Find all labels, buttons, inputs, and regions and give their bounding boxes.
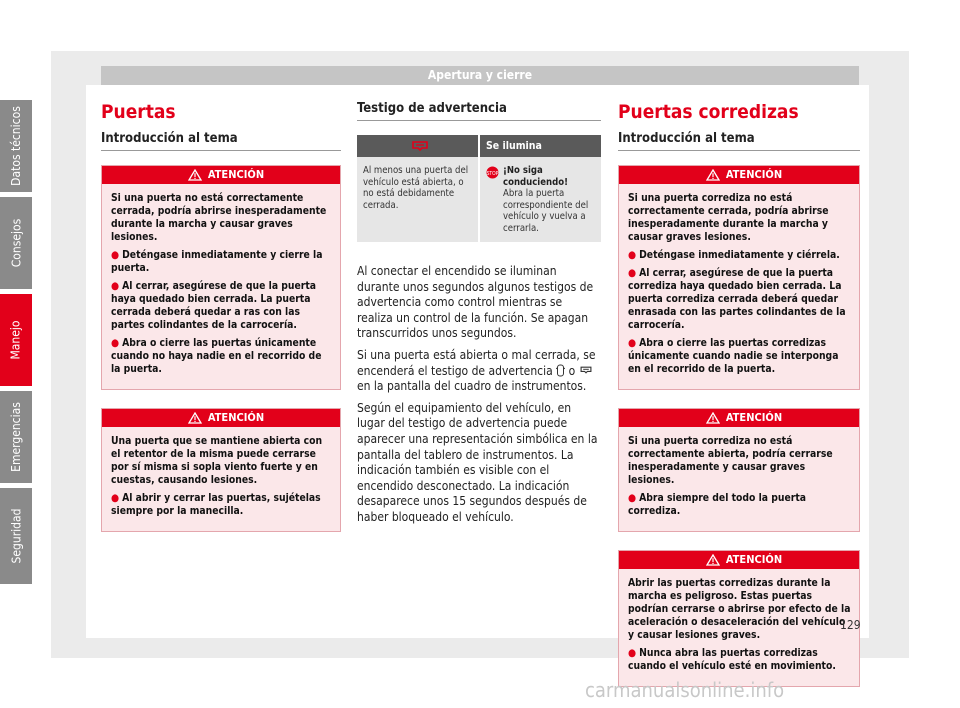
warning-bullet: ● Deténgase inmediatamente y cierre la puerta. <box>111 249 323 274</box>
warning-label: ATENCIÓN <box>725 411 783 424</box>
table-cell-action <box>479 157 601 242</box>
tab-consejos[interactable]: Consejos <box>0 197 32 289</box>
warning-bullet: ● Abra o cierre las puertas únicamente cuando no haya nadie en el recorrido de la puerta. <box>111 337 322 375</box>
warning-bullet: ● Nunca abra las puertas corredizas cuando el vehículo esté en movimiento. <box>628 647 836 672</box>
page-number: 129 <box>840 618 861 632</box>
warning-triangle-icon <box>188 169 202 181</box>
warning-label: ATENCIÓN <box>725 553 783 566</box>
bullet-icon: ● <box>111 492 120 504</box>
paragraph: Según el equipamiento del vehículo, en lugar del testigo de advertencia puede aparecer una representación simbólica en la pantalla del tablero de instrumentos. La indicación también es visible con el encendido desconectado. La indicación desaparece unos 15 segundos después de haber bloqueado el vehículo. <box>357 400 598 524</box>
warning-header <box>102 166 340 184</box>
table-cell-condition: Al menos una puerta del vehículo está abierta, o no está debidamente cerrada. <box>357 157 479 242</box>
section-subtitle: Introducción al tema <box>618 131 860 151</box>
bullet-icon: ● <box>111 280 120 292</box>
paragraph: Al conectar el encendido se iluminan durante unos segundos algunos testigos de advertencia como control mientras se realiza un control de la función. Se apagan transcurridos unos segundos. <box>357 264 594 341</box>
bullet-icon: ● <box>628 249 637 261</box>
warning-bullet: ● Al cerrar, asegúrese de que la puerta corrediza haya quedado bien cerrada. La puerta corrediza cerrada deberá quedar enrasada con las partes colindantes de la carrocería. <box>628 267 846 331</box>
warning-triangle-icon <box>706 554 720 566</box>
paragraph: Si una puerta está abierta o mal cerrada, se encenderá el testigo de advertencia o en la pantalla del cuadro de instrumentos. <box>357 347 596 394</box>
bullet-icon: ● <box>628 337 637 349</box>
warning-text: Abrir las puertas corredizas durante la marcha es peligroso. Estas puertas podrían cerrarse o abrirse por efecto de la aceleración o desaceleración del vehículo y causar lesiones graves. <box>628 577 851 641</box>
warning-triangle-icon <box>188 412 202 424</box>
column-puertas-correderas <box>618 95 860 705</box>
action-title: ¡No siga conduciendo! <box>503 165 568 188</box>
warning-label: ATENCIÓN <box>207 411 265 424</box>
warning-triangle-icon <box>706 412 720 424</box>
tab-seguridad[interactable]: Seguridad <box>0 488 32 584</box>
bullet-icon: ● <box>111 337 120 349</box>
tab-manejo[interactable]: Manejo <box>0 294 32 386</box>
bullet-icon: ● <box>628 492 637 504</box>
section-subtitle: Introducción al tema <box>101 131 341 151</box>
warning-bullet: ● Al cerrar, asegúrese de que la puerta haya quedado bien cerrada. La puerta cerrada deberá quedar a ras con las partes colindantes de la carrocería. <box>111 280 317 331</box>
table-header-icon <box>357 135 479 157</box>
warning-label: ATENCIÓN <box>207 168 265 181</box>
warning-header <box>619 551 859 569</box>
svg-text:STOP: STOP <box>486 171 499 177</box>
stop-icon <box>486 166 499 179</box>
warning-text: Si una puerta corrediza no está correctamente abierta, podría cerrarse inesperadamente y causar graves lesiones. <box>628 435 833 486</box>
warning-header <box>619 409 859 427</box>
door-open-warning-icon <box>579 365 593 375</box>
section-title: Puertas corredizas <box>618 101 799 123</box>
warning-header <box>102 409 340 427</box>
tab-datos-tecnicos[interactable]: Datos técnicos <box>0 100 32 192</box>
column-puertas <box>101 95 341 550</box>
warning-box <box>618 408 860 532</box>
bullet-icon: ● <box>111 249 120 261</box>
section-subtitle: Testigo de advertencia <box>357 101 601 121</box>
body-text <box>357 264 601 526</box>
warning-text: Si una puerta no está correctamente cerrada, podría abrirse inesperadamente durante la marcha y causar graves lesiones. <box>111 192 327 243</box>
tab-emergencias[interactable]: Emergencias <box>0 391 32 483</box>
warning-box <box>101 408 341 532</box>
table-header-label: Se ilumina <box>479 135 601 157</box>
bullet-icon: ● <box>628 267 637 279</box>
warning-label: ATENCIÓN <box>725 168 783 181</box>
warning-light-table <box>357 135 601 242</box>
warning-text: Una puerta que se mantiene abierta con el retentor de la misma puede cerrarse por sí misma si sopla viento fuerte y en cuestas, causando lesiones. <box>111 435 323 486</box>
section-title: Puertas <box>101 101 176 123</box>
door-open-warning-icon <box>410 140 430 152</box>
bullet-icon: ● <box>628 647 637 659</box>
warning-bullet: ● Deténgase inmediatamente y ciérrela. <box>628 249 840 261</box>
chapter-header: Apertura y cierre <box>101 66 859 85</box>
watermark: carmanualsonline.info <box>585 678 785 702</box>
warning-box <box>101 165 341 390</box>
warning-text: Si una puerta corrediza no está correctamente cerrada, podría abrirse inesperadamente durante la marcha y causar graves lesiones. <box>628 192 829 243</box>
action-text: Abra la puerta correspondiente del vehículo y vuelva a cerrarla. <box>503 188 589 234</box>
warning-bullet: ● Al abrir y cerrar las puertas, sujételas siempre por la manecilla. <box>111 492 321 517</box>
warning-header <box>619 166 859 184</box>
warning-bullet: ● Abra siempre del todo la puerta corrediza. <box>628 492 807 517</box>
warning-bullet: ● Abra o cierre las puertas corredizas únicamente cuando nadie se interponga en el recorrido de la puerta. <box>628 337 839 375</box>
warning-box <box>618 550 860 687</box>
car-doors-icon <box>556 364 565 377</box>
warning-triangle-icon <box>706 169 720 181</box>
warning-box <box>618 165 860 390</box>
column-testigo <box>357 95 601 532</box>
